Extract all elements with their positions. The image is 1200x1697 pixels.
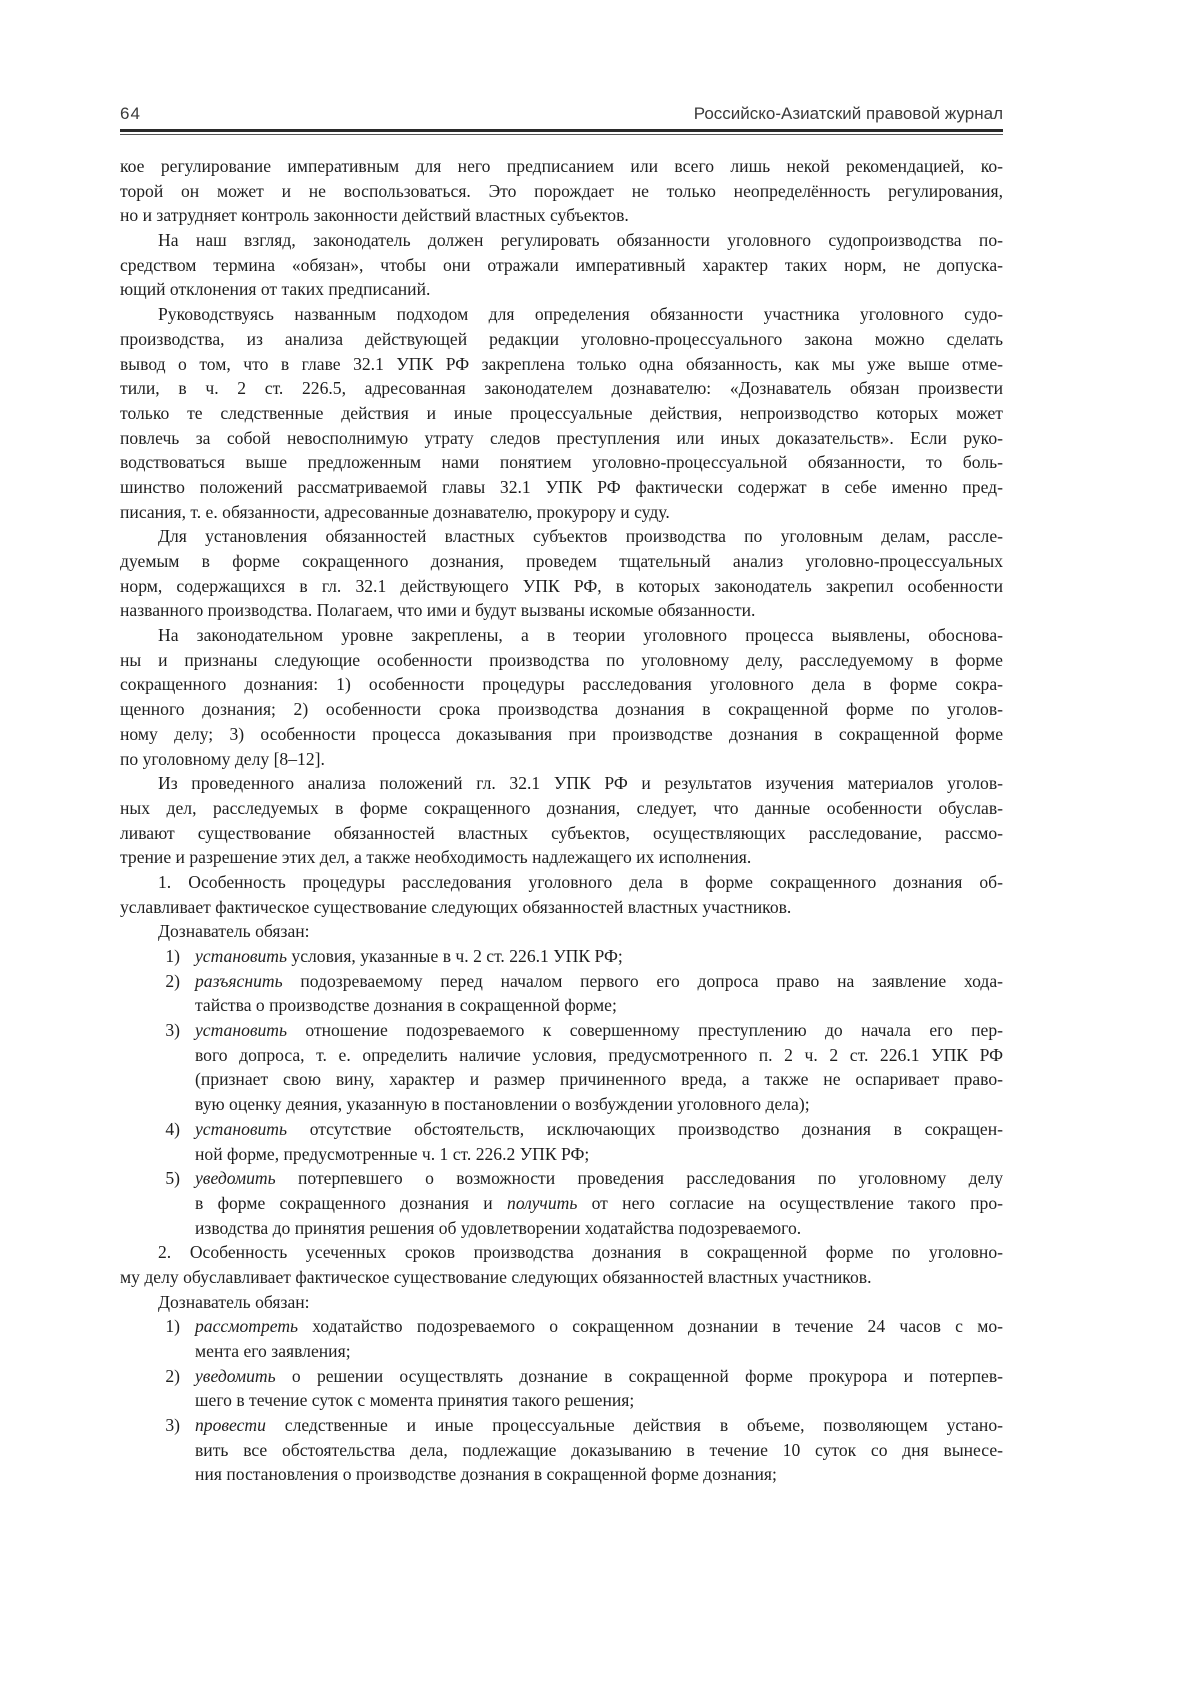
text-line: ливают существование обязанностей властных субъектов, осуществляющих расследование, рассмо- [120,821,1003,846]
emphasized-verb: установить [195,1020,287,1040]
text-line: На законодательном уровне закреплены, а в теории уголовного процесса выявлены, обоснова- [120,623,1003,648]
text-line: установить отношение подозреваемого к совершенному преступлению до начала его пер- [195,1018,1003,1043]
list-item-number: 5) [160,1166,180,1191]
text-line: ны и признаны следующие особенности производства по уголовному делу, расследуемому в форме [120,648,1003,673]
paragraph [120,154,1003,228]
text-line: му делу обуславливает фактическое существование следующих обязанностей властных участников. [120,1265,1003,1290]
paragraph [120,870,1003,919]
text-line: рассмотреть ходатайство подозреваемого о сокращенном дознании в течение 24 часов с мо- [195,1314,1003,1339]
text-line: Дознаватель обязан: [120,1290,1003,1315]
paragraph [120,1290,1003,1315]
text-line: вую оценку деяния, указанную в постановлении о возбуждении уголовного дела); [195,1092,1003,1117]
header-rule-thick [120,129,1003,132]
list-item [120,1364,1003,1413]
text-line: производства, из анализа действующей редакции уголовно-процессуального закона можно сделать [120,327,1003,352]
text-line: тили, в ч. 2 ст. 226.5, адресованная законодателем дознавателю: «Дознаватель обязан произвести [120,376,1003,401]
list-item [120,1117,1003,1166]
list-item [120,1314,1003,1363]
numbered-list [120,944,1003,1240]
text-line: ния постановления о производстве дознания в сокращенной форме дознания; [195,1462,1003,1487]
list-item [120,1166,1003,1240]
list-item-number: 2) [160,969,180,994]
text-line: но и затрудняет контроль законности действий властных субъектов. [120,203,1003,228]
emphasized-verb: получить [507,1193,577,1213]
text-line: шинство положений рассматриваемой главы 32.1 УПК РФ фактически содержат в себе именно пред- [120,475,1003,500]
text-line: ных дел, расследуемых в форме сокращенного дознания, следует, что данные особенности обуслав- [120,796,1003,821]
list-item [120,944,1003,969]
text-line: На наш взгляд, законодатель должен регулировать обязанности уголовного судопроизводства по- [120,228,1003,253]
text-line: торой он может и не воспользоваться. Это порождает не только неопределённость регулирования, [120,179,1003,204]
text-line: 2. Особенность усеченных сроков производства дознания в сокращенной форме по уголовно- [120,1240,1003,1265]
emphasized-verb: уведомить [195,1366,276,1386]
paragraph [120,623,1003,771]
text-line: уведомить потерпевшего о возможности проведения расследования по уголовному делу [195,1166,1003,1191]
list-item-number: 4) [160,1117,180,1142]
emphasized-verb: разъяснить [195,971,283,991]
text-line: (признает свою вину, характер и размер причиненного вреда, а также не оспаривает право- [195,1067,1003,1092]
text-line: ющий отклонения от таких предписаний. [120,277,1003,302]
text-line: писания, т. е. обязанности, адресованные дознавателю, прокурору и суду. [120,500,1003,525]
paragraph [120,1240,1003,1289]
text-line: Для установления обязанностей властных субъектов производства по уголовным делам, рассле- [120,524,1003,549]
emphasized-verb: установить [195,1119,287,1139]
page-number: 64 [120,104,141,124]
text-line: вого допроса, т. е. определить наличие условия, предусмотренного п. 2 ч. 2 ст. 226.1 УПК РФ [195,1043,1003,1068]
paragraph [120,771,1003,870]
text-line: повлечь за собой невосполнимую утрату следов преступления или иных доказательств». Если руко- [120,426,1003,451]
running-header [120,104,1003,126]
text-line: установить условия, указанные в ч. 2 ст. 226.1 УПК РФ; [195,944,1003,969]
list-item-number: 3) [160,1413,180,1438]
list-item-number: 1) [160,1314,180,1339]
text-line: уведомить о решении осуществлять дознание в сокращенной форме прокурора и потерпев- [195,1364,1003,1389]
list-item [120,1413,1003,1487]
list-item [120,1018,1003,1117]
text-line: уславливает фактическое существование следующих обязанностей властных участников. [120,895,1003,920]
text-line: установить отсутствие обстоятельств, исключающих производство дознания в сокращен- [195,1117,1003,1142]
text-line: только те следственные действия и иные процессуальные действия, непроизводство которых может [120,401,1003,426]
list-item [120,969,1003,1018]
emphasized-verb: установить [195,946,287,966]
text-line: дуемым в форме сокращенного дознания, проведем тщательный анализ уголовно-процессуальных [120,549,1003,574]
emphasized-verb: провести [195,1415,266,1435]
list-item-number: 3) [160,1018,180,1043]
paragraph [120,524,1003,623]
header-rule-thin [120,134,1003,135]
text-line: сокращенного дознания: 1) особенности процедуры расследования уголовного дела в форме сокра- [120,672,1003,697]
paragraph [120,302,1003,524]
text-line: Руководствуясь названным подходом для определения обязанности участника уголовного судо- [120,302,1003,327]
text-line: тайства о производстве дознания в сокращенной форме; [195,993,1003,1018]
list-item-number: 2) [160,1364,180,1389]
list-item-number: 1) [160,944,180,969]
article-body [120,154,1003,1487]
text-line: вить все обстоятельства дела, подлежащие доказыванию в течение 10 суток со дня вынесе- [195,1438,1003,1463]
text-line: названного производства. Полагаем, что ими и будут вызваны искомые обязанности. [120,598,1003,623]
journal-title: Российско-Азиатский правовой журнал [694,104,1003,124]
text-line: щенного дознания; 2) особенности срока производства дознания в сокращенной форме по уголов- [120,697,1003,722]
text-line: Дознаватель обязан: [120,919,1003,944]
text-line: трение и разрешение этих дел, а также необходимость надлежащего их исполнения. [120,845,1003,870]
paragraph [120,228,1003,302]
text-line: изводства до принятия решения об удовлетворении ходатайства подозреваемого. [195,1216,1003,1241]
text-line: кое регулирование императивным для него предписанием или всего лишь некой рекомендацией, ко- [120,154,1003,179]
text-line: 1. Особенность процедуры расследования уголовного дела в форме сокращенного дознания об- [120,870,1003,895]
emphasized-verb: уведомить [195,1168,276,1188]
text-line: в форме сокращенного дознания и получить от него согласие на осуществление такого про- [195,1191,1003,1216]
text-line: вывод о том, что в главе 32.1 УПК РФ закреплена только одна обязанность, как мы уже выше отме- [120,352,1003,377]
text-line: по уголовному делу [8–12]. [120,747,1003,772]
numbered-list [120,1314,1003,1487]
text-line: средством термина «обязан», чтобы они отражали императивный характер таких норм, не допуска- [120,253,1003,278]
text-line: Из проведенного анализа положений гл. 32.1 УПК РФ и результатов изучения материалов уголов- [120,771,1003,796]
paragraph [120,919,1003,944]
text-line: разъяснить подозреваемому перед началом первого его допроса право на заявление хода- [195,969,1003,994]
emphasized-verb: рассмотреть [195,1316,298,1336]
text-line: ной форме, предусмотренные ч. 1 ст. 226.2 УПК РФ; [195,1142,1003,1167]
text-line: норм, содержащихся в гл. 32.1 действующего УПК РФ, в которых законодатель закрепил особенности [120,574,1003,599]
text-line: шего в течение суток с момента принятия такого решения; [195,1388,1003,1413]
text-line: мента его заявления; [195,1339,1003,1364]
text-line: ному делу; 3) особенности процесса доказывания при производстве дознания в сокращенной форме [120,722,1003,747]
text-line: провести следственные и иные процессуальные действия в объеме, позволяющем устано- [195,1413,1003,1438]
text-line: водствоваться выше предложенным нами понятием уголовно-процессуальной обязанности, то боль- [120,450,1003,475]
